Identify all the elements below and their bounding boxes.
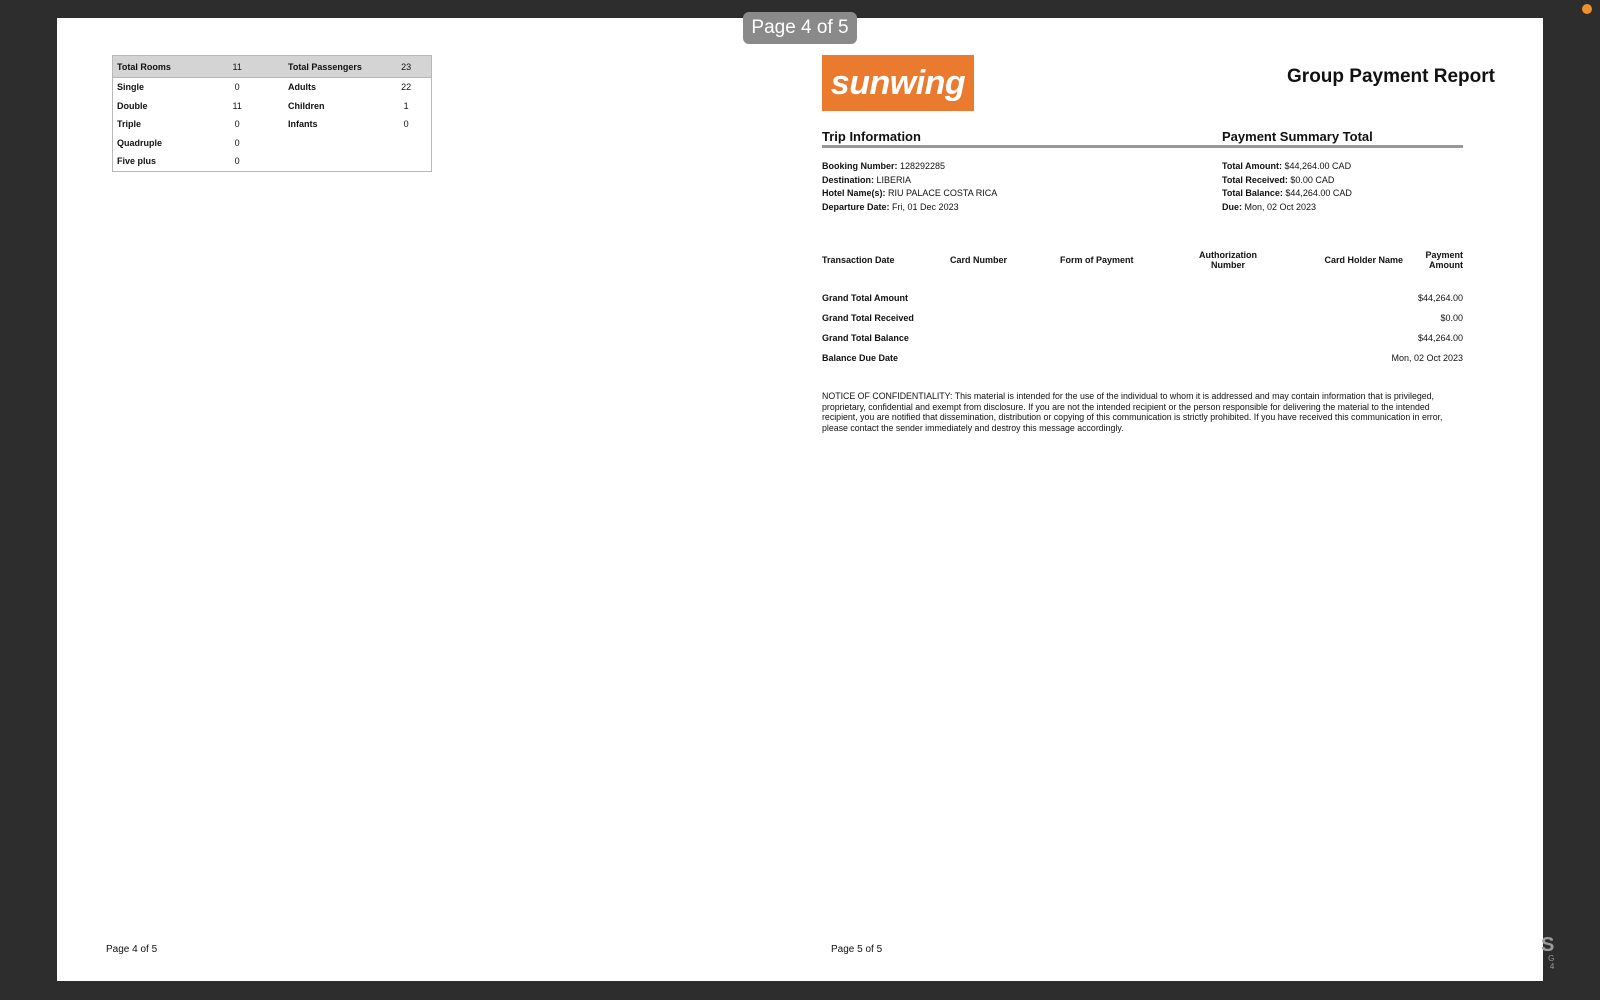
table-row	[113, 134, 431, 153]
booking-number-label: Booking Number:	[822, 161, 898, 171]
total-received-line	[1222, 174, 1352, 188]
row-value: 0	[234, 82, 240, 93]
total-received-value: $0.00 CAD	[1290, 174, 1335, 185]
table-row	[113, 97, 431, 116]
due-label: Due:	[1222, 202, 1242, 213]
departure-line	[822, 201, 997, 215]
row-value: 0	[234, 156, 240, 167]
payment-summary-heading: Payment Summary Total	[1222, 129, 1373, 144]
table-row	[113, 78, 431, 97]
totals-value: Mon, 02 Oct 2023	[1391, 353, 1463, 363]
row-value: 1	[403, 100, 409, 111]
col-card-number: Card Number	[950, 255, 1008, 265]
row-value: 0	[234, 137, 240, 148]
total-passengers-value: 23	[401, 61, 412, 72]
trip-information-heading: Trip Information	[822, 129, 921, 144]
destination-label: Destination:	[822, 174, 875, 185]
hotel-line	[822, 187, 997, 201]
row-label: Single	[117, 82, 145, 93]
due-line	[1222, 201, 1352, 215]
row-label: Quadruple	[117, 137, 163, 148]
totals-label: Grand Total Received	[822, 313, 914, 323]
recording-indicator-icon	[1582, 4, 1592, 14]
col-payment-amount	[1403, 250, 1463, 270]
payment-amount-line-2: Amount	[1429, 260, 1463, 270]
grand-total-received-row	[822, 308, 1463, 328]
section-headings	[822, 129, 1463, 148]
row-value: 0	[234, 119, 240, 130]
document-spread[interactable]	[57, 18, 1543, 981]
due-value: Mon, 02 Oct 2023	[1244, 202, 1317, 213]
table-row	[113, 152, 431, 171]
row-label: Adults	[288, 82, 316, 93]
destination-line	[822, 174, 997, 188]
col-card-holder-name: Card Holder Name	[1324, 255, 1403, 265]
page-5-footer: Page 5 of 5	[831, 944, 883, 955]
total-balance-value: $44,264.00 CAD	[1285, 188, 1352, 199]
totals-label: Balance Due Date	[822, 353, 899, 363]
total-balance-label: Total Balance:	[1222, 188, 1283, 199]
payment-amount-line-1: Payment	[1425, 250, 1463, 260]
booking-number-value: 128292285	[900, 161, 946, 171]
destination-value: LIBERIA	[876, 174, 912, 185]
row-label: Triple	[117, 119, 142, 130]
balance-due-date-row	[822, 348, 1463, 368]
total-balance-line	[1222, 187, 1352, 201]
grand-total-balance-row	[822, 328, 1463, 348]
logo-text: sunwing	[830, 63, 966, 102]
authorization-line-1: Authorization	[1199, 250, 1257, 260]
totals-value: $0.00	[1440, 313, 1463, 323]
totals-label: Grand Total Balance	[822, 333, 909, 343]
sunwing-logo	[822, 55, 974, 111]
row-value: 11	[232, 100, 242, 111]
totals-value: $44,264.00	[1417, 293, 1463, 303]
report-title: Group Payment Report	[1287, 66, 1495, 87]
departure-label: Departure Date:	[822, 202, 890, 213]
col-authorization-number	[1188, 250, 1268, 270]
col-transaction-date: Transaction Date	[822, 255, 895, 265]
row-label: Double	[117, 100, 148, 111]
row-label: Children	[288, 100, 325, 111]
grand-total-amount-row	[822, 288, 1463, 308]
total-received-label: Total Received:	[1222, 174, 1288, 185]
row-value: 0	[403, 119, 409, 130]
page-4-footer: Page 4 of 5	[106, 944, 158, 955]
hotel-label: Hotel Name(s):	[822, 188, 886, 199]
row-label: Infants	[288, 119, 318, 130]
totals-label: Grand Total Amount	[822, 293, 908, 303]
transactions-header	[822, 248, 1463, 272]
totals-value: $44,264.00	[1417, 333, 1463, 343]
watermark-logo-icon: S G 4	[1541, 934, 1555, 971]
payment-summary	[1222, 160, 1352, 215]
total-rooms-value: 11	[232, 61, 242, 72]
hotel-value: RIU PALACE COSTA RICA	[888, 188, 998, 199]
confidentiality-notice: NOTICE OF CONFIDENTIALITY: This material is intended for the use of the individual to whom it is addressed and may contain information that is privileged, proprietary, confidential and exempt from disclosure. If you are not the intended recipient or the person responsible for delivering the material to the intended recipient, you are notified that dissemination, distribution or copying of this communication is strictly prohibited. If you have received this communication in error, please contact the sender immediately and destroy this message accordingly.	[822, 391, 1443, 433]
booking-number-line	[822, 160, 997, 174]
page-5	[800, 18, 1543, 981]
col-form-of-payment: Form of Payment	[1060, 255, 1134, 265]
rooms-passengers-table	[112, 55, 432, 172]
row-label: Five plus	[117, 156, 157, 167]
table-header-row	[113, 56, 431, 78]
total-amount-label: Total Amount:	[1222, 161, 1282, 171]
row-value: 22	[401, 82, 412, 93]
departure-value: Fri, 01 Dec 2023	[892, 202, 959, 213]
page-indicator: Page 4 of 5	[743, 12, 857, 44]
authorization-line-2: Number	[1210, 260, 1245, 270]
trip-information	[822, 160, 997, 215]
total-passengers-label: Total Passengers	[288, 61, 362, 72]
table-row	[113, 115, 431, 134]
total-rooms-label: Total Rooms	[117, 61, 171, 72]
total-amount-value: $44,264.00 CAD	[1284, 161, 1352, 171]
total-amount-line	[1222, 160, 1352, 174]
grand-totals	[822, 288, 1463, 368]
page-4	[57, 18, 800, 981]
